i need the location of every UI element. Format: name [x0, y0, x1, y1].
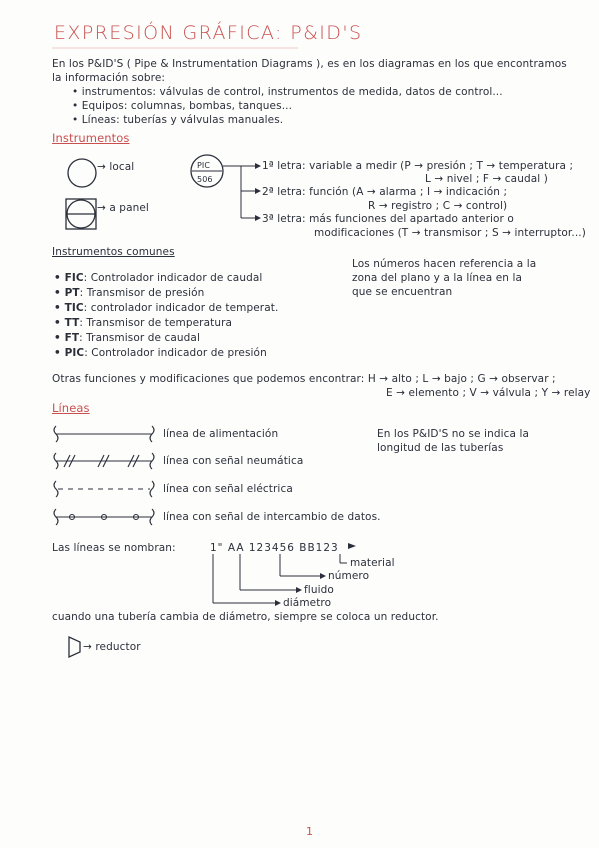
- numbers-note-line: Los números hacen referencia a la: [352, 258, 537, 270]
- letra-2-line-b: R → registro ; C → control): [368, 200, 508, 212]
- line-type-label: línea de alimentación: [163, 428, 279, 440]
- numbers-note-line: zona del plano y a la línea en la: [352, 272, 523, 284]
- line-type-label: línea con señal eléctrica: [163, 483, 293, 495]
- intro-bullet: • instrumentos: válvulas de control, instrumentos de medida, datos de control...: [72, 86, 503, 98]
- intro-line-1: En los P&ID'S ( Pipe & Instrumentation Diagrams ), es en los diagramas en los que encontramos: [52, 58, 567, 70]
- code-part-label: número: [328, 570, 370, 582]
- intro-bullet: • Líneas: tuberías y válvulas manuales.: [72, 114, 284, 126]
- common-instrument-item: • FT: Transmisor de caudal: [54, 332, 200, 344]
- code-part-label: diámetro: [283, 597, 332, 609]
- line-type-label: línea con señal de intercambio de datos.: [163, 511, 381, 523]
- lineas-note-line: En los P&ID'S no se indica la: [377, 428, 530, 440]
- letra-3-line-b: modificaciones (T → transmisor ; S → interruptor...): [314, 227, 586, 239]
- letra-1-line-a: 1ª letra: variable a medir (P → presión ; T → temperatura ;: [262, 160, 574, 172]
- panel-label: → a panel: [97, 202, 149, 214]
- letra-1-line-b: L → nivel ; F → caudal ): [425, 173, 548, 185]
- letra-2-line-a: 2ª letra: función (A → alarma ; I → indicación ;: [262, 186, 508, 198]
- letra-3-line-a: 3ª letra: más funciones del apartado anterior o: [262, 213, 514, 225]
- naming-intro: Las líneas se nombran:: [52, 542, 176, 554]
- common-instrument-item: • PT: Transmisor de presión: [54, 287, 205, 299]
- section-heading-instrumentos: Instrumentos: [52, 131, 130, 145]
- common-instrument-item: • TIC: controlador indicador de temperat.: [54, 302, 279, 314]
- code-part-label: fluido: [304, 584, 334, 596]
- intro-line-2: la información sobre:: [52, 72, 166, 84]
- section-heading-lineas: Líneas: [52, 401, 90, 415]
- bubble-tag-letters: PIC: [197, 161, 211, 170]
- local-label: → local: [97, 161, 135, 173]
- page-title: EXPRESIÓN GRÁFICA: P&ID'S: [54, 22, 363, 44]
- line-type-label: línea con señal neumática: [163, 455, 304, 467]
- intro-bullet: • Equipos: columnas, bombas, tanques...: [72, 100, 293, 112]
- bubble-tag-number: 506: [197, 175, 213, 184]
- reductor-explanation: cuando una tubería cambia de diámetro, siempre se coloca un reductor.: [52, 611, 439, 623]
- section-heading-comunes: Instrumentos comunes: [52, 246, 175, 258]
- reductor-symbol: [69, 637, 80, 657]
- lineas-note-line: longitud de las tuberías: [377, 442, 504, 454]
- numbers-note-line: que se encuentran: [352, 286, 453, 298]
- line-code-example: 1" AA 123456 BB123: [210, 542, 339, 554]
- otras-funciones-line-2: E → elemento ; V → válvula ; Y → relay: [386, 387, 591, 399]
- common-instrument-item: • FIC: Controlador indicador de caudal: [54, 272, 263, 284]
- page-number: 1: [306, 825, 314, 838]
- code-part-label: material: [350, 557, 395, 569]
- common-instrument-item: • PIC: Controlador indicador de presión: [54, 347, 267, 359]
- reductor-label: → reductor: [83, 641, 141, 653]
- common-instrument-item: • TT: Transmisor de temperatura: [54, 317, 233, 329]
- otras-funciones-line-1: Otras funciones y modificaciones que podemos encontrar: H → alto ; L → bajo ; G → observar ;: [52, 373, 556, 385]
